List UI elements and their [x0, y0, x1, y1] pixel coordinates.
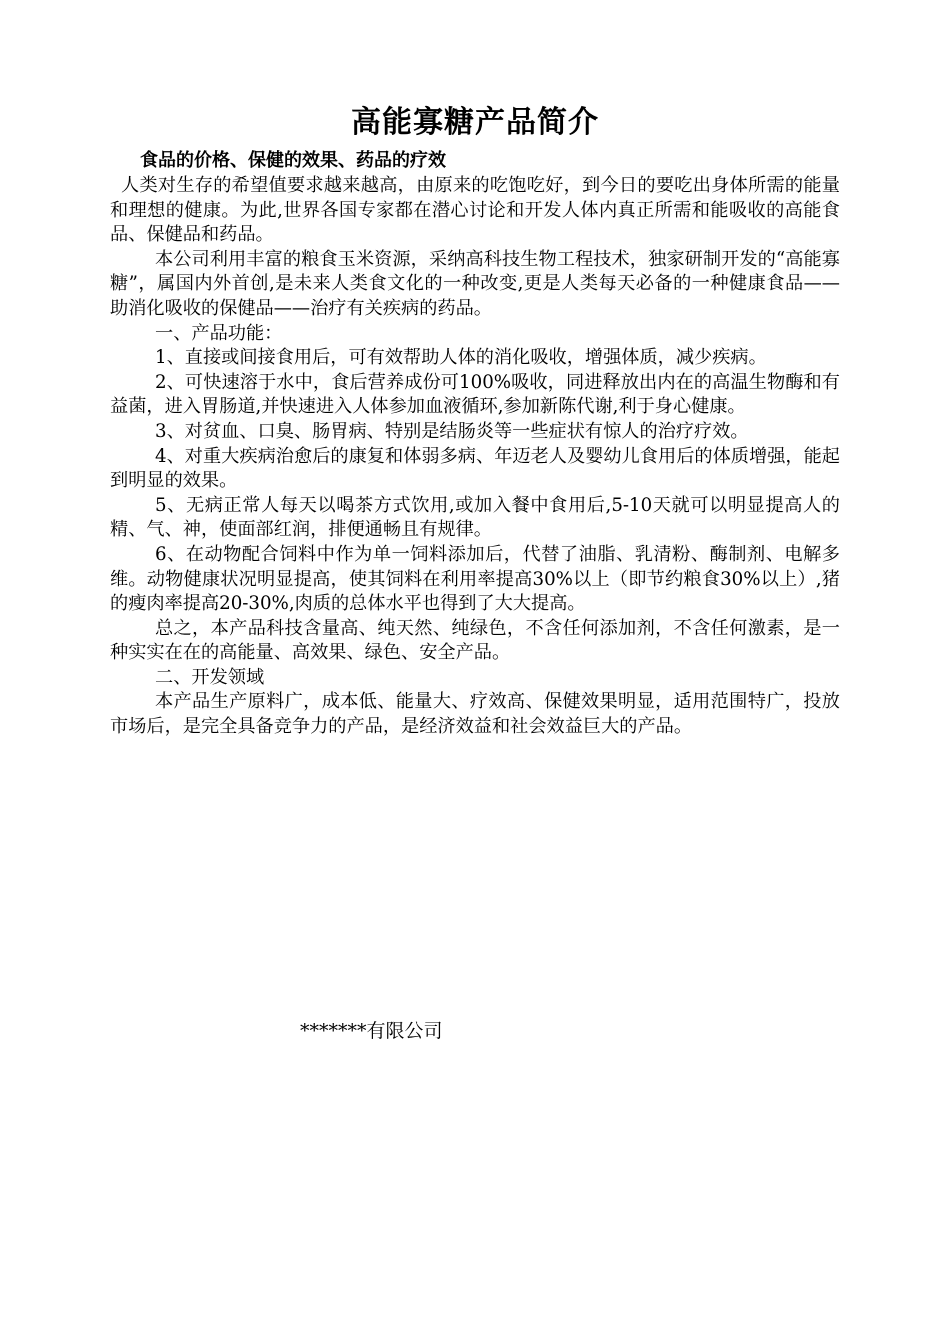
section-heading-functions: 一、产品功能：: [155, 322, 283, 344]
document-page: [110, 100, 840, 740]
summary-paragraph: 总之，本产品科技含量高、纯天然、纯绿色，不含任何添加剂，不含任何激素，是一种实实在在的高能量、高效果、绿色、安全产品。: [110, 617, 840, 664]
section-heading-development: 二、开发领域: [155, 666, 265, 688]
page-subtitle: 食品的价格、保健的效果、药品的疗效: [140, 150, 446, 171]
development-paragraph: 本产品生产原料广，成本低、能量大、疗效高、保健效果明显，适用范围特广，投放市场后，是完全具备竞争力的产品，是经济效益和社会效益巨大的产品。: [110, 691, 840, 738]
page-title: 高能寡糖产品简介: [351, 105, 599, 140]
function-item-5: 5、无病正常人每天以喝茶方式饮用,或加入餐中食用后,5-10天就可以明显提高人的精、气、神，使面部红润，排便通畅且有规律。: [110, 494, 840, 541]
intro-paragraph: 人类对生存的希望值要求越来越高，由原来的吃饱吃好，到今日的要吃出身体所需的能量和理想的健康。为此,世界各国专家都在潜心讨论和开发人体内真正所需和能吸收的高能食品、保健品和药品。: [110, 175, 840, 246]
company-paragraph: 本公司利用丰富的粮食玉米资源，采纳高科技生物工程技术，独家研制开发的“高能寡糖”，属国内外首创,是未来人类食文化的一种改变,更是人类每天必备的一种健康食品——助消化吸收的保健品——治疗有关疾病的药品。: [110, 248, 840, 319]
function-item-3: 3、对贫血、口臭、肠胃病、特别是结肠炎等一些症状有惊人的治疗疗效。: [155, 420, 749, 442]
company-signature: *******有限公司: [300, 1020, 443, 1042]
function-item-2: 2、可快速溶于水中，食后营养成份可100%吸收，同进释放出内在的高温生物酶和有益菌，进入胃肠道,并快速进入人体参加血液循环,参加新陈代谢,利于身心健康。: [110, 371, 840, 418]
function-item-1: 1、直接或间接食用后，可有效帮助人体的消化吸收，增强体质，减少疾病。: [155, 347, 767, 369]
function-item-4: 4、对重大疾病治愈后的康复和体弱多病、年迈老人及婴幼儿食用后的体质增强，能起到明显的效果。: [110, 445, 840, 492]
function-item-6: 6、在动物配合饲料中作为单一饲料添加后，代替了油脂、乳清粉、酶制剂、电解多维。动物健康状况明显提高，使其饲料在利用率提高30%以上（即节约粮食30%以上）,猪的瘦肉率提高20-30%,肉质的总体水平也得到了大大提高。: [110, 543, 840, 615]
